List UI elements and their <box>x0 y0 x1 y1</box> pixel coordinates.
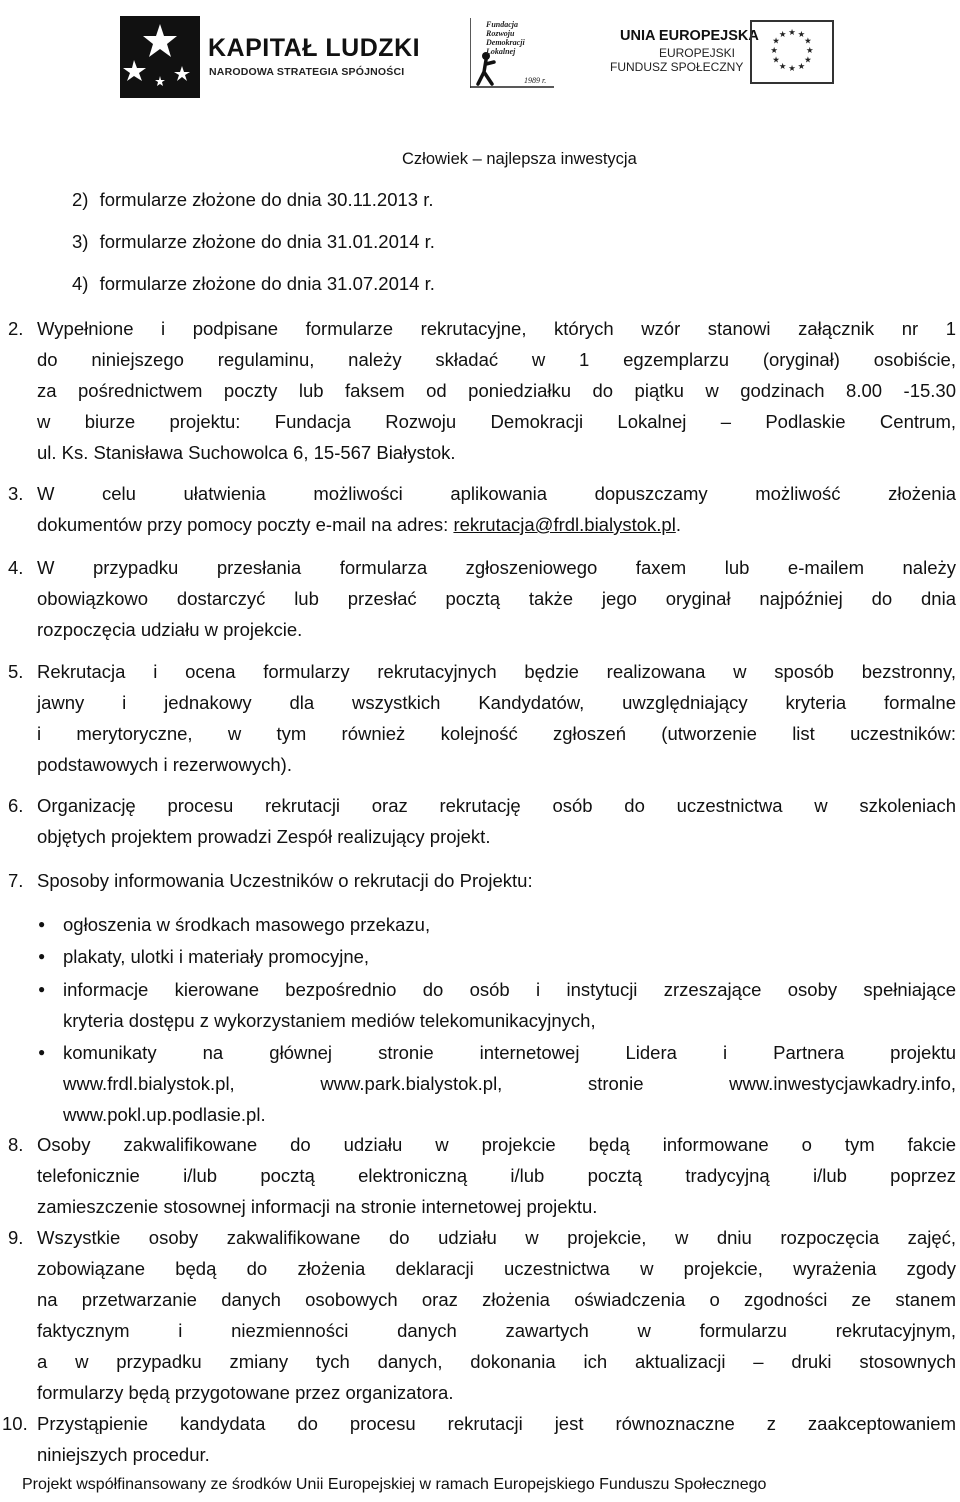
text-line: Przystąpienie kandydata do procesu rekrutacji jest równoznaczne z zaakceptowaniem <box>37 1413 956 1434</box>
sublist-text: formularze złożone do dnia 31.01.2014 r. <box>99 231 435 252</box>
eu-fund <box>610 46 744 74</box>
text-line: Organizację procesu rekrutacji oraz rekrutację osób do uczestnictwa w szkoleniach <box>37 795 956 816</box>
bullet-item <box>63 909 956 940</box>
text-line: Sposoby informowania Uczestników o rekrutacji do Projektu: <box>37 870 533 891</box>
text-line: Osoby zakwalifikowane do udziału w projekcie będą informowane o tym fakcie <box>37 1134 956 1155</box>
text-line: niniejszych procedur. <box>37 1444 210 1465</box>
paragraph-7 <box>37 865 956 896</box>
paragraph-4 <box>37 552 956 645</box>
paragraph-number: 5. <box>8 661 24 682</box>
text-line: W przypadku przesłania formularza zgłoszeniowego faxem lub e-mailem należy <box>37 557 956 578</box>
text-span: . <box>675 514 681 535</box>
text-line: kryteria dostępu z wykorzystaniem mediów telekomunikacyjnych, <box>63 1010 596 1031</box>
text-line: ul. Ks. Stanisława Suchowolca 6, 15-567 Białystok. <box>37 442 456 463</box>
text-line: formularzy będą przygotowane przez organizatora. <box>37 1382 454 1403</box>
paragraph-number: 4. <box>8 557 24 578</box>
svg-text:★: ★ <box>772 54 780 65</box>
eu-line2: FUNDUSZ SPOŁECZNY <box>610 60 744 74</box>
paragraph-10 <box>37 1408 956 1470</box>
paragraph-5 <box>37 656 956 780</box>
text-line <box>37 509 956 540</box>
svg-text:★: ★ <box>804 35 812 46</box>
svg-text:★: ★ <box>778 60 787 71</box>
sublist-text: formularze złożone do dnia 30.11.2013 r. <box>99 189 434 210</box>
sublist-num: 2) <box>72 189 89 210</box>
bullet-dot-icon: ● <box>38 949 46 963</box>
text-span: dokumentów przy pomocy poczty e-mail na adres: <box>37 514 454 535</box>
kapital-ludzki-logo-icon <box>120 16 200 98</box>
text-line: faktycznym i niezmienności danych zawartych w formularzu rekrutacyjnym, <box>37 1320 956 1341</box>
frdl-year: 1989 r. <box>524 76 547 85</box>
bullet-item <box>63 974 956 1036</box>
text-line: jawny i jednakowy dla wszystkich Kandydatów, uwzględniający kryteria formalne <box>37 692 956 713</box>
svg-text:★: ★ <box>772 35 780 46</box>
text-line: a w przypadku zmiany tych danych, dokonania ich aktualizacji – druki stosownych <box>37 1351 956 1372</box>
text-line: Wszystkie osoby zakwalifikowane do udziału w projekcie, w dniu rozpoczęcia zajęć, <box>37 1227 956 1248</box>
svg-text:★: ★ <box>797 60 806 71</box>
kapital-ludzki-title: KAPITAŁ LUDZKI <box>208 34 421 62</box>
text-line: i merytoryczne, w tym również kolejność zgłoszeń (utworzenie list uczestników: <box>37 723 956 744</box>
svg-text:★: ★ <box>770 44 778 55</box>
bullet-dot-icon: ● <box>38 917 46 931</box>
svg-text:★: ★ <box>806 44 814 55</box>
bullet-dot-icon: ● <box>38 1045 46 1059</box>
text-line: rozpoczęcia udziału w projekcie. <box>37 619 303 640</box>
frdl-name: Fundacja Rozwoju Demokracji Lokalnej <box>486 20 525 56</box>
sublist-item <box>72 184 434 215</box>
text-line: informacje kierowane bezpośrednio do osób i instytucji zrzeszające osoby spełniające <box>63 979 956 1000</box>
text-line: zobowiązane będą do złożenia deklaracji uczestnictwa w projekcie, wyrażenia zgody <box>37 1258 956 1279</box>
text-line: www.pokl.up.podlasie.pl. <box>63 1104 266 1125</box>
text-line: zamieszczenie stosownej informacji na stronie internetowej projektu. <box>37 1196 598 1217</box>
text-line: W celu ułatwienia możliwości aplikowania dopuszczamy możliwość złożenia <box>37 483 956 504</box>
sublist-item <box>72 268 435 299</box>
svg-text:★: ★ <box>804 54 812 65</box>
paragraph-6 <box>37 790 956 852</box>
text-line: ogłoszenia w środkach masowego przekazu, <box>63 914 431 935</box>
sublist-text: formularze złożone do dnia 31.07.2014 r. <box>99 273 435 294</box>
paragraph-number: 9. <box>8 1227 24 1248</box>
paragraph-number: 3. <box>8 483 24 504</box>
text-line: Rekrutacja i ocena formularzy rekrutacyjnych będzie realizowana w sposób bezstronny, <box>37 661 956 682</box>
paragraph-number: 6. <box>8 795 24 816</box>
text-line: www.frdl.bialystok.pl, www.park.bialystok.pl, stronie www.inwestycjawkadry.info, <box>63 1073 956 1094</box>
svg-text:★: ★ <box>788 27 796 38</box>
footer-text: Projekt współfinansowany ze środków Unii Europejskiej w ramach Europejskiego Funduszu Społecznego <box>22 1476 767 1493</box>
svg-text:★: ★ <box>778 29 787 39</box>
eu-line1: EUROPEJSKI <box>658 46 735 60</box>
header-logos <box>0 0 960 112</box>
paragraph-9 <box>37 1222 956 1408</box>
svg-text:★: ★ <box>788 62 796 73</box>
text-line: komunikaty na głównej stronie internetowej Lidera i Partnera projektu <box>63 1042 956 1063</box>
text-line: Wypełnione i podpisane formularze rekrutacyjne, których wzór stanowi załącznik nr 1 <box>37 318 956 339</box>
text-line: telefonicznie i/lub pocztą elektroniczną i/lub pocztą tradycyjną i/lub poprzez <box>37 1165 956 1186</box>
text-line: obowiązkowo dostarczyć lub przesłać pocztą także jego oryginał najpóźniej do dnia <box>37 588 956 609</box>
bullet-item <box>63 1037 956 1130</box>
text-line: objętych projektem prowadzi Zespół realizujący projekt. <box>37 826 491 847</box>
paragraph-8 <box>37 1129 956 1222</box>
text-line: podstawowych i rezerwowych). <box>37 754 292 775</box>
paragraph-number: 8. <box>8 1134 24 1155</box>
sublist-item <box>72 226 435 257</box>
tagline: Człowiek – najlepsza inwestycja <box>402 150 637 168</box>
sublist-num: 3) <box>72 231 89 252</box>
text-line: za pośrednictwem poczty lub faksem od poniedziałku do piątku w godzinach 8.00 -15.30 <box>37 380 956 401</box>
eu-flag-icon <box>750 20 834 84</box>
svg-text:★: ★ <box>797 29 806 39</box>
text-line: na przetwarzanie danych osobowych oraz złożenia oświadczenia o zgodności ze stanem <box>37 1289 956 1310</box>
paragraph-number: 10. <box>2 1413 28 1434</box>
sublist-num: 4) <box>72 273 89 294</box>
text-line: do niniejszego regulaminu, należy składać w 1 egzemplarzu (oryginał) osobiście, <box>37 349 956 370</box>
paragraph-number: 2. <box>8 318 24 339</box>
bullet-item <box>63 941 956 972</box>
eu-title: UNIA EUROPEJSKA <box>620 28 759 44</box>
paragraph-2 <box>37 313 956 468</box>
bullet-dot-icon: ● <box>38 982 46 996</box>
paragraph-3 <box>37 478 956 540</box>
paragraph-number: 7. <box>8 870 24 891</box>
kapital-ludzki-subtitle: NARODOWA STRATEGIA SPÓJNOŚCI <box>209 66 405 78</box>
email-link[interactable]: rekrutacja@frdl.bialystok.pl <box>453 514 676 535</box>
text-line: plakaty, ulotki i materiały promocyjne, <box>63 946 370 967</box>
text-line: w biurze projektu: Fundacja Rozwoju Demokracji Lokalnej – Podlaskie Centrum, <box>37 411 956 432</box>
